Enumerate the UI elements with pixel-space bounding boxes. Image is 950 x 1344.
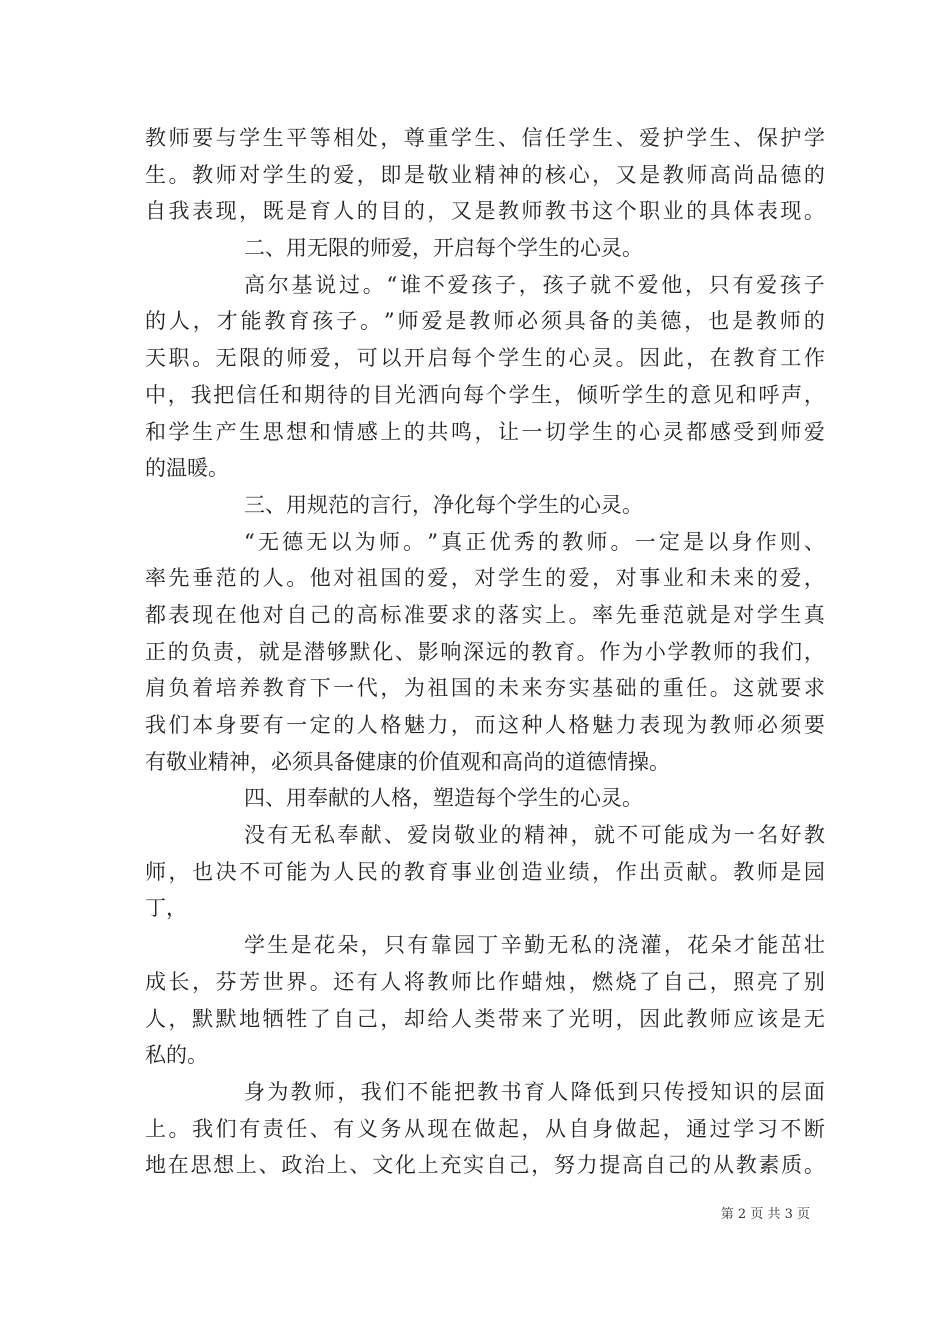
text-line: 丁， <box>145 896 187 921</box>
text-line: 和 学 生 产 生 思 想 和 情 感 上 的 共 鸣 ， 让 一 切 学 生 的 心 灵 都 感 受 到 师 爱 <box>145 419 825 444</box>
text-line: 三、用规范的言行，净化每个学生的心灵。 <box>244 492 643 517</box>
text-line: 成 长 ， 芬 芳 世 界 。 还 有 人 将 教 师 比 作 蜡 烛 ， 燃 烧 了 自 己 ， 照 亮 了 别 <box>145 969 825 994</box>
text-line: “ 无 德 无 以 为 师 。 ” 真 正 优 秀 的 教 师 。 一 定 是 以 身 作 则 、 <box>244 529 825 554</box>
text-line: 学 生 是 花 朵 ， 只 有 靠 园 丁 辛 勤 无 私 的 浇 灌 ， 花 朵 才 能 茁 壮 <box>244 933 825 958</box>
text-line: 没 有 无 私 奉 献 、 爱 岗 敬 业 的 精 神 ， 就 不 可 能 成 为 一 名 好 教 <box>244 823 825 848</box>
text-line: 四、用奉献的人格，塑造每个学生的心灵。 <box>244 786 643 811</box>
text-line: 身 为 教 师 ， 我 们 不 能 把 教 书 育 人 降 低 到 只 传 授 知 识 的 层 面 <box>244 1079 825 1104</box>
text-line: 私的。 <box>145 1043 208 1068</box>
text-line: 的温暖。 <box>145 456 229 481</box>
text-line: 正 的 负 责 ， 就 是 潜 够 默 化 、 影 响 深 远 的 教 育 。 作 为 小 学 教 师 的 我 们 ， <box>145 639 825 664</box>
text-line: 自 我 表 现 ， 既 是 育 人 的 目 的 ， 又 是 教 师 教 书 这 个 职 业 的 具 体 表 现 。 <box>145 199 825 224</box>
document-body <box>145 120 825 1184</box>
text-line: 师 ， 也 决 不 可 能 为 人 民 的 教 育 事 业 创 造 业 绩 ， 作 出 贡 献 。 教 师 是 园 <box>145 859 825 884</box>
text-line: 天 职 。 无 限 的 师 爱 ， 可 以 开 启 每 个 学 生 的 心 灵 。 因 此 ， 在 教 育 工 作 <box>145 346 825 371</box>
text-line: 有敬业精神，必须具备健康的价值观和高尚的道德情操。 <box>145 749 670 774</box>
text-line: 上 。 我 们 有 责 任 、 有 义 务 从 现 在 做 起 ， 从 自 身 做 起 ， 通 过 学 习 不 断 <box>145 1116 825 1141</box>
text-line: 率 先 垂 范 的 人 。 他 对 祖 国 的 爱 ， 对 学 生 的 爱 ， 对 事 业 和 未 来 的 爱 ， <box>145 566 825 591</box>
text-line: 中 ， 我 把 信 任 和 期 待 的 目 光 洒 向 每 个 学 生 ， 倾 听 学 生 的 意 见 和 呼 声 ， <box>145 382 825 407</box>
text-line: 都 表 现 在 他 对 自 己 的 高 标 准 要 求 的 落 实 上 。 率 先 垂 范 就 是 对 学 生 真 <box>145 602 825 627</box>
text-line: 肩 负 着 培 养 教 育 下 一 代 ， 为 祖 国 的 未 来 夯 实 基 础 的 重 任 。 这 就 要 求 <box>145 676 825 701</box>
text-line: 的 人 ， 才 能 教 育 孩 子 。 ” 师 爱 是 教 师 必 须 具 备 的 美 德 ， 也 是 教 师 的 <box>145 309 825 334</box>
text-line: 地 在 思 想 上 、 政 治 上 、 文 化 上 充 实 自 己 ， 努 力 提 高 自 己 的 从 教 素 质 。 <box>145 1153 825 1178</box>
text-line: 人 ， 默 默 地 牺 牲 了 自 己 ， 却 给 人 类 带 来 了 光 明 ， 因 此 教 师 应 该 是 无 <box>145 1006 825 1031</box>
text-line: 生 。 教 师 对 学 生 的 爱 ， 即 是 敬 业 精 神 的 核 心 ， 又 是 教 师 高 尚 品 德 的 <box>145 162 825 187</box>
page-number: 第 2 页 共 3 页 <box>720 1207 810 1222</box>
text-line: 二、用无限的师爱，开启每个学生的心灵。 <box>244 236 643 261</box>
text-line: 高 尔 基 说 过 。 “ 谁 不 爱 孩 子 ， 孩 子 就 不 爱 他 ， 只 有 爱 孩 子 <box>244 272 825 297</box>
text-line: 教 师 要 与 学 生 平 等 相 处 ， 尊 重 学 生 、 信 任 学 生 、 爱 护 学 生 、 保 护 学 <box>145 126 825 150</box>
text-line: 我 们 本 身 要 有 一 定 的 人 格 魅 力 ， 而 这 种 人 格 魅 力 表 现 为 教 师 必 须 要 <box>145 713 825 737</box>
